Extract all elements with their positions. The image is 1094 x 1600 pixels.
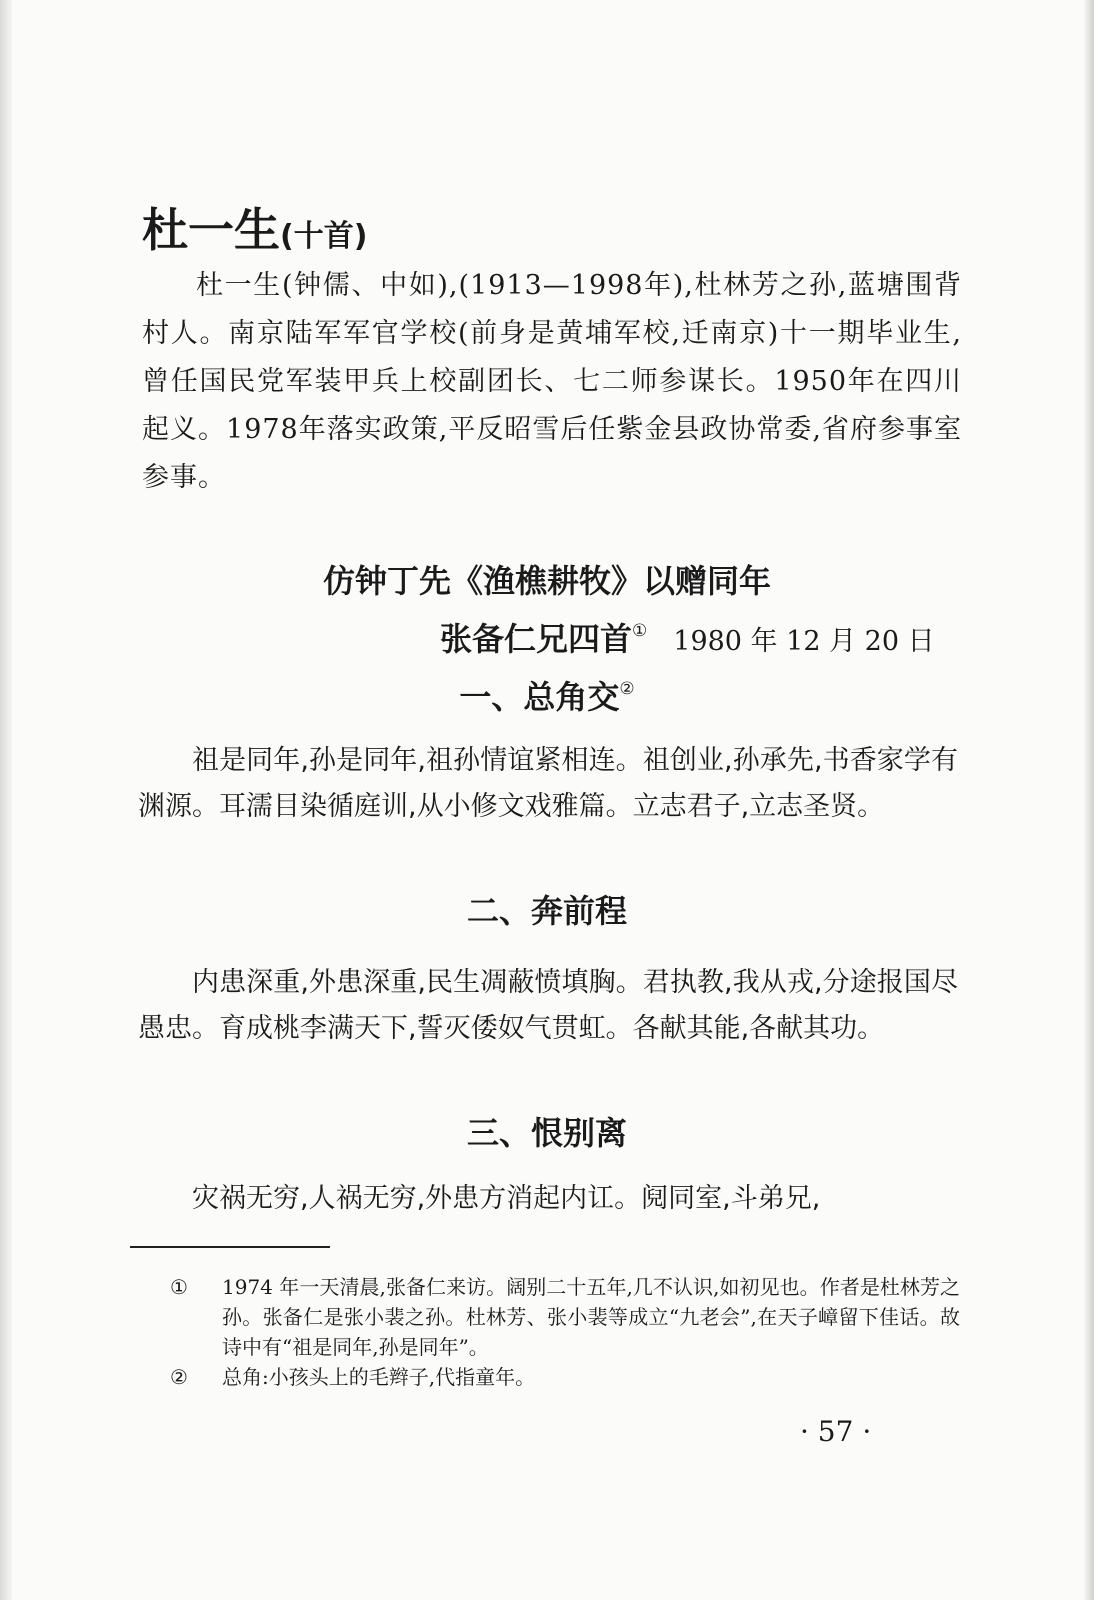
footnote-2-mark: ② [170,1365,188,1389]
footnote-ref-1: ① [632,621,648,641]
footnote-ref-2: ② [619,679,635,699]
chapter-title-name: 杜一生 [142,203,280,257]
section-heading-2 [0,886,1094,936]
section-heading-2-text: 二、奔前程 [466,892,627,930]
footnote-2-text: 总角:小孩头上的毛辫子,代指童年。 [222,1365,536,1389]
scan-shadow-right [1084,0,1094,1600]
page-number: · 57 · [800,1415,872,1448]
author-biography: 杜一生(钟儒、中如),(1913—1998年),杜林芳之孙,蓝塘围背村人。南京陆军军官学校(前身是黄埔军校,迁南京)十一期毕业生,曾任国民党军装甲兵上校副团长、七二师参谋长。1950年在四川起义。1978年落实政策,平反昭雪后任紫金县政协常委,省府参事室参事。 [142,270,962,493]
section-verse-3: 灾祸无穷,人祸无穷,外患方消起内讧。阋同室,斗弟兄, [192,1183,821,1214]
section-heading-1-text: 一、总角交 [459,678,620,716]
poem-subtitle [440,606,935,667]
footnote-divider [130,1246,330,1248]
chapter-title-count: (十首) [280,219,368,254]
poem-title: 仿钟丁先《渔樵耕牧》以赠同年 [322,562,771,600]
poem-subtitle-text: 张备仁兄四首 [440,620,633,658]
footnote-1-text: 1974 年一天清晨,张备仁来访。阔别二十五年,几不认识,如初见也。作者是杜林芳之孙。张备仁是张小裴之孙。杜林芳、张小裴等成立“九老会”,在天子嶂留下佳话。故诗中有“祖是同年,孙是同年”。 [222,1275,960,1359]
footnote-2 [170,1362,960,1392]
section-heading-3 [0,1108,1094,1158]
scan-shadow-left [0,0,12,1600]
footnote-1-mark: ① [170,1275,188,1299]
section-heading-1 [0,664,1094,722]
footnotes [170,1272,960,1392]
section-verse-2: 内患深重,外患深重,民生凋蔽愤填胸。君执教,我从戎,分途报国尽愚忠。育成桃李满天下,誓灭倭奴气贯虹。各献其能,各献其功。 [138,967,958,1044]
footnote-1 [170,1272,960,1362]
poem-date: 1980 年 12 月 20 日 [673,626,935,657]
section-verse-1: 祖是同年,孙是同年,祖孙情谊紧相连。祖创业,孙承先,书香家学有渊源。耳濡目染循庭训,从小修文戏雅篇。立志君子,立志圣贤。 [138,745,958,822]
section-heading-3-text: 三、恨别离 [466,1114,627,1152]
chapter-title [142,200,367,267]
